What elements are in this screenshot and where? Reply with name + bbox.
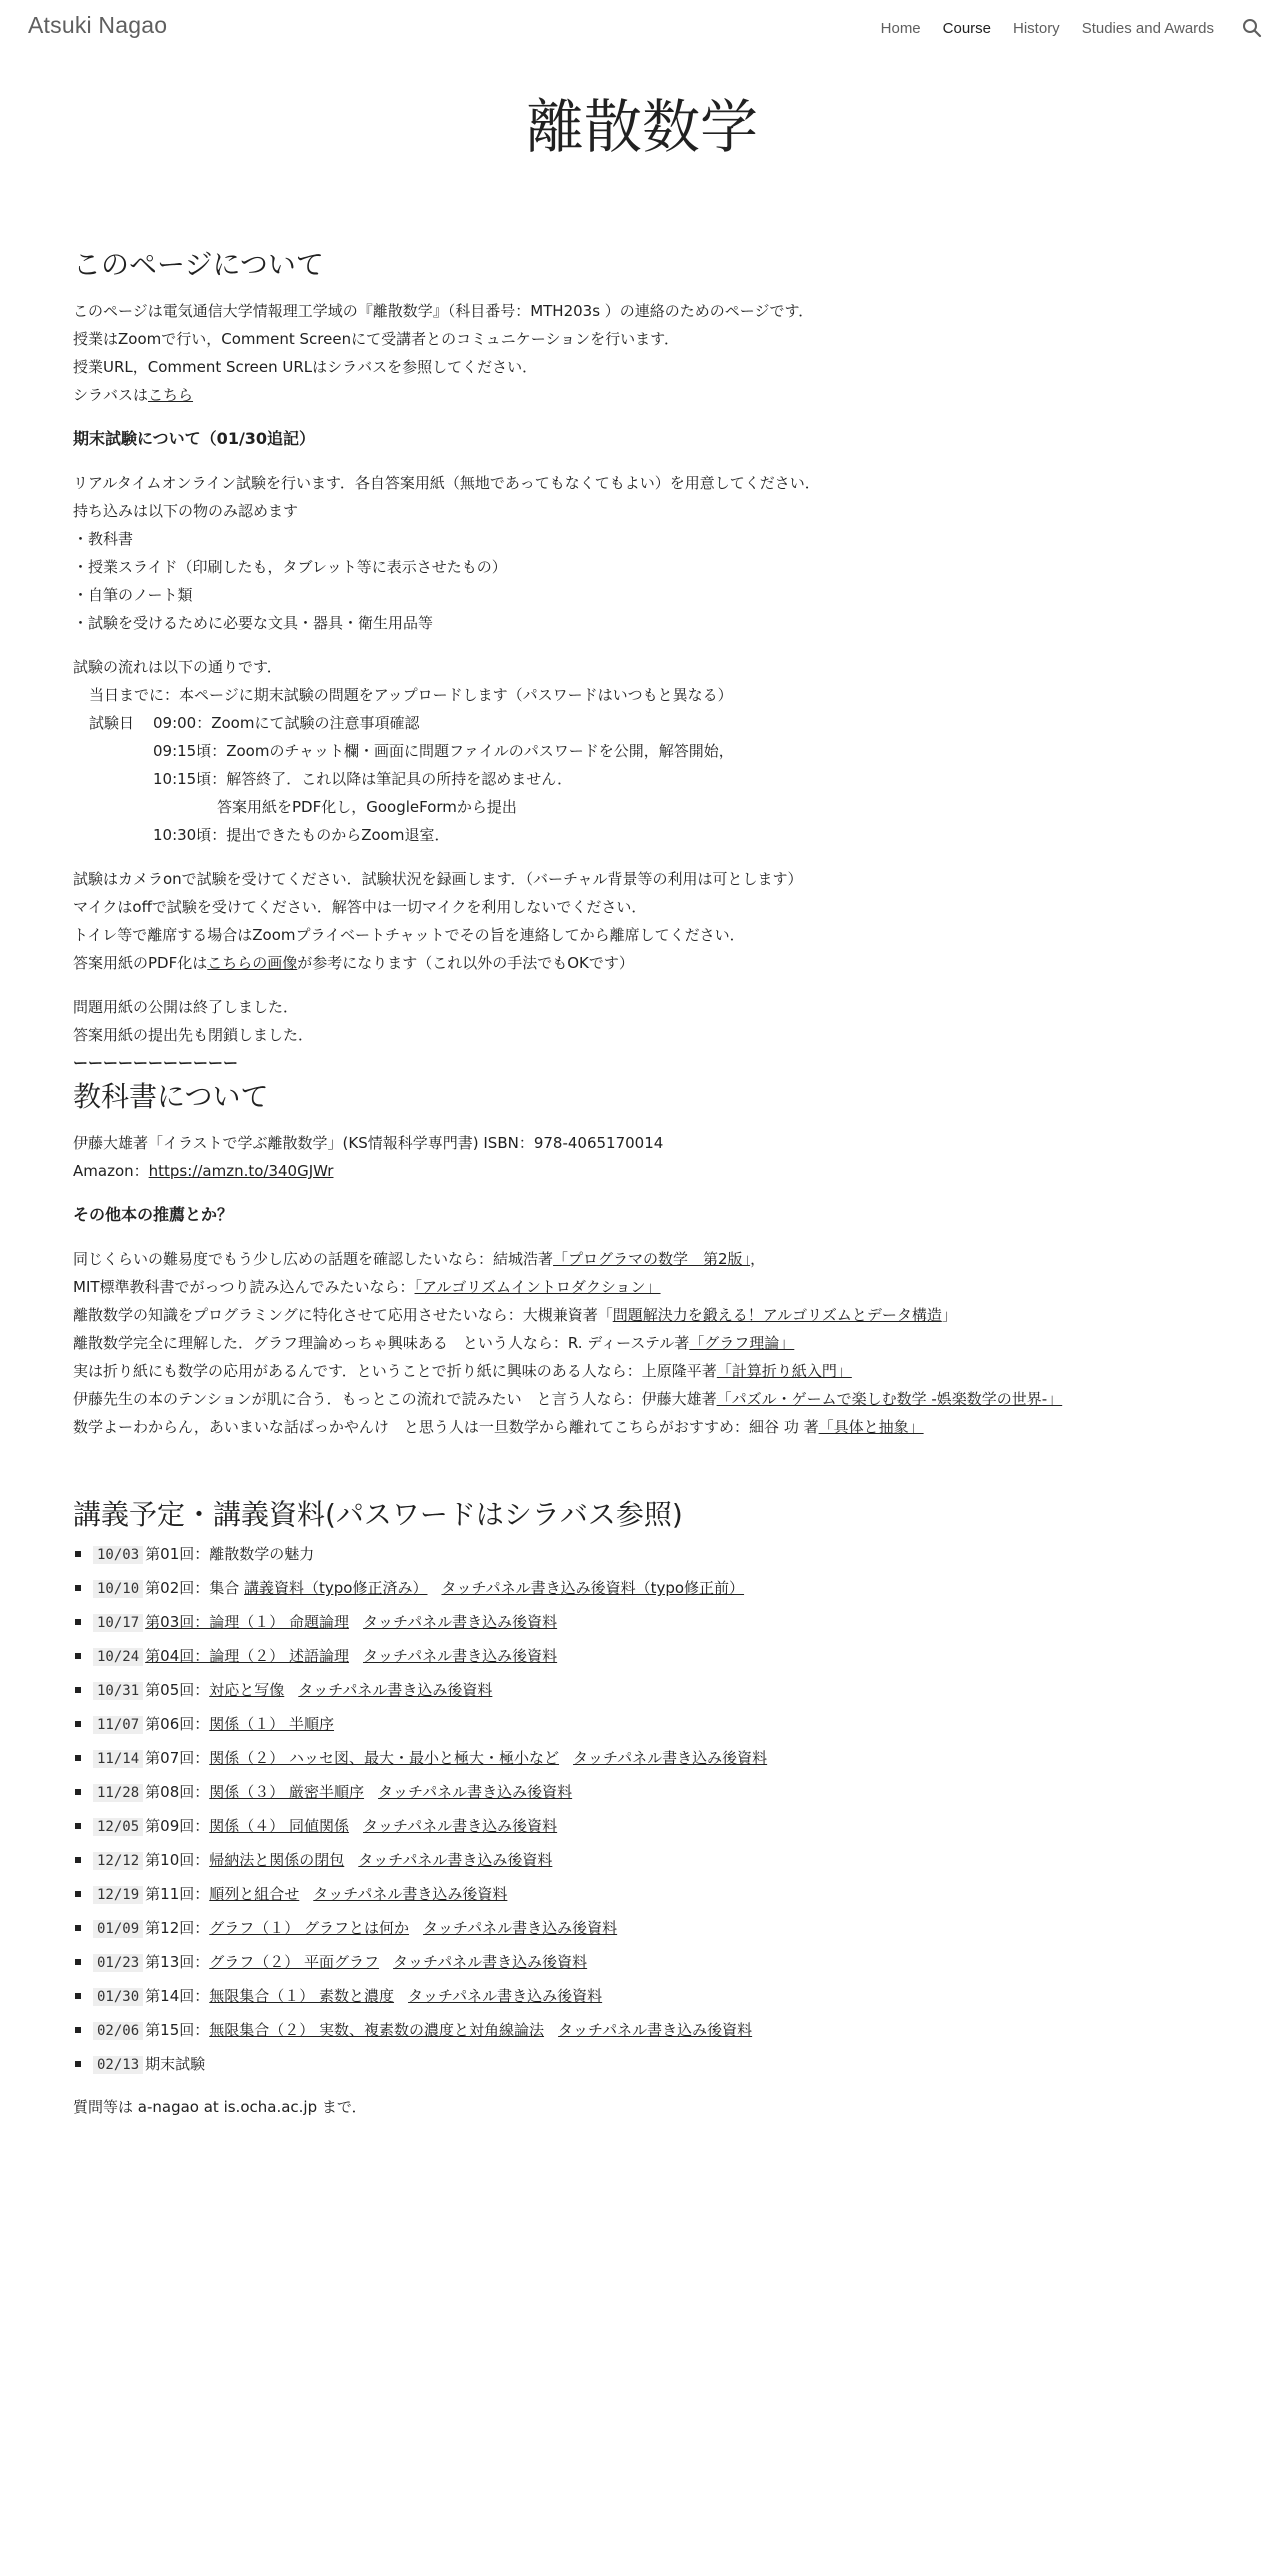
schedule-date: 10/03 xyxy=(93,1546,143,1564)
schedule-item xyxy=(73,1843,1213,1877)
nav-course[interactable]: Course xyxy=(942,19,992,37)
exam-flow-last: 10:30頃：提出できたものからZoom退室． xyxy=(153,826,450,844)
handwritten-slides-link[interactable]: タッチパネル書き込み後資料 xyxy=(363,1613,558,1631)
schedule-title: 第13回： xyxy=(145,1953,210,1971)
exam-day-label: 試験日 xyxy=(89,714,135,732)
handwritten-slides-link[interactable]: タッチパネル書き込み後資料 xyxy=(573,1749,768,1767)
lecture-material-link[interactable]: 順列と組合せ xyxy=(209,1885,300,1903)
exam-intro-line: ・自筆のノート類 xyxy=(73,586,193,604)
schedule-title: 期末試験 xyxy=(145,2055,206,2073)
lecture-material-link[interactable]: 講義資料（typo修正済み） xyxy=(244,1579,428,1597)
schedule-date: 10/24 xyxy=(93,1648,143,1666)
exam-flow-title: 試験の流れは以下の通りです． xyxy=(73,658,282,676)
schedule-item xyxy=(73,2047,1213,2081)
recommend-item xyxy=(73,1301,1213,1329)
exam-intro-line: リアルタイムオンライン試験を行います．各自答案用紙（無地であってもなくてもよい）を用意してください． xyxy=(73,474,820,492)
recommend-item xyxy=(73,1357,1213,1385)
exam-rule-line: 試験はカメラonで試験を受けてください．試験状況を録画します．（バーチャル背景等の利用は可とします） xyxy=(73,870,803,888)
schedule-date: 01/09 xyxy=(93,1920,143,1938)
schedule-title: 第15回： xyxy=(145,2021,210,2039)
schedule-date: 02/13 xyxy=(93,2056,143,2074)
schedule-item xyxy=(73,1741,1213,1775)
textbook-heading: 教科書について xyxy=(73,1080,269,1113)
exam-closed-line: 答案用紙の提出先も閉鎖しました． xyxy=(73,1026,314,1044)
lecture-material-link[interactable]: 第04回：論理（２） 述語論理 xyxy=(145,1647,350,1665)
recommend-book-link[interactable]: 「アルゴリズムイントロダクション」 xyxy=(414,1278,661,1296)
schedule-title: 第14回： xyxy=(145,1987,210,2005)
handwritten-slides-link[interactable]: タッチパネル書き込み後資料 xyxy=(298,1681,493,1699)
recommend-book-link[interactable]: 「プログラマの数学 第2版」 xyxy=(553,1250,751,1268)
exam-flow-row xyxy=(73,821,1213,849)
exam-flow-before: 当日までに：本ページに期末試験の問題をアップロードします（パスワードはいつもと異なる） xyxy=(89,686,733,704)
exam-intro-line: ・試験を受けるために必要な文具・器具・衛生用品等 xyxy=(73,614,434,632)
schedule-title: 第09回： xyxy=(145,1817,210,1835)
schedule-item xyxy=(73,1673,1213,1707)
recommend-text: 離散数学の知識をプログラミングに特化させて応用させたいなら：大槻兼資著「 xyxy=(73,1306,613,1324)
exam-flow-row xyxy=(73,737,1213,765)
recommend-book-link[interactable]: 問題解決力を鍛える！アルゴリズムとデータ構造 xyxy=(612,1306,942,1324)
exam-pdf-line xyxy=(73,949,1213,977)
schedule-date: 11/07 xyxy=(93,1716,143,1734)
schedule-item xyxy=(73,1809,1213,1843)
schedule-title: 第11回： xyxy=(145,1885,210,1903)
syllabus-line xyxy=(73,381,1213,409)
recommend-book-link[interactable]: 「グラフ理論」 xyxy=(689,1334,795,1352)
nav-history[interactable]: History xyxy=(1013,19,1060,37)
textbook-book: 伊藤大雄著「イラストで学ぶ離散数学」(KS情報科学専門書) ISBN：978-4065170014 xyxy=(73,1134,664,1152)
exam-flow-row xyxy=(73,793,1213,821)
recommend-book-link[interactable]: 「具体と抽象」 xyxy=(818,1418,924,1436)
schedule-item xyxy=(73,1911,1213,1945)
exam-flow-step: 10:15頃：解答終了．これ以降は筆記具の所持を認めません． xyxy=(153,770,573,788)
schedule-date: 12/05 xyxy=(93,1818,143,1836)
amazon-prefix: Amazon： xyxy=(73,1162,149,1180)
handwritten-slides-link[interactable]: タッチパネル書き込み後資料 xyxy=(378,1783,573,1801)
amazon-link[interactable]: https://amzn.to/340GJWr xyxy=(148,1162,334,1180)
top-nav xyxy=(881,0,1284,56)
site-title-link[interactable]: Atsuki Nagao xyxy=(28,12,168,38)
recommend-list xyxy=(73,1245,1213,1441)
schedule-list xyxy=(73,1537,1213,2081)
schedule-item xyxy=(73,1707,1213,1741)
lecture-material-link[interactable]: 関係（２） ハッセ図、最大・最小と極大・極小など xyxy=(209,1749,560,1767)
lecture-material-link[interactable]: 帰納法と関係の閉包 xyxy=(209,1851,345,1869)
schedule-item xyxy=(73,1639,1213,1673)
handwritten-slides-link[interactable]: タッチパネル書き込み後資料 xyxy=(558,2021,753,2039)
recommend-text: 離散数学完全に理解した．グラフ理論めっちゃ興味ある という人なら：R. ディーステル著 xyxy=(73,1334,690,1352)
recommend-item xyxy=(73,1245,1213,1273)
recommend-suffix: 」 xyxy=(941,1306,957,1324)
exam-intro-line: ・授業スライド（印刷したも，タブレット等に表示させたもの） xyxy=(73,558,507,576)
recommend-text: 実は折り紙にも数学の応用があるんです．ということで折り紙に興味のある人なら：上原隆平著 xyxy=(73,1362,717,1380)
about-line: 授業はZoomで行い，Comment Screenにて受講者とのコミュニケーションを行います． xyxy=(73,330,679,348)
page-title: 離散数学 xyxy=(525,93,758,161)
exam-rule-line: トイレ等で離席する場合はZoomプライベートチャットでその旨を連絡してから離席してください． xyxy=(73,926,745,944)
schedule-date: 02/06 xyxy=(93,2022,143,2040)
lecture-material-link[interactable]: 無限集合（１） 素数と濃度 xyxy=(209,1987,395,2005)
search-icon[interactable] xyxy=(1240,16,1264,40)
schedule-date: 01/30 xyxy=(93,1988,143,2006)
schedule-item xyxy=(73,1571,1213,1605)
lecture-material-link[interactable]: 関係（４） 同値関係 xyxy=(209,1817,350,1835)
schedule-item xyxy=(73,1775,1213,1809)
recommend-book-link[interactable]: 「計算折り紙入門」 xyxy=(716,1362,852,1380)
recommend-item xyxy=(73,1413,1213,1441)
syllabus-link[interactable]: こちら xyxy=(148,386,194,404)
exam-rule-line: マイクはoffで試験を受けてください．解答中は一切マイクを利用しないでください． xyxy=(73,898,647,916)
nav-home[interactable]: Home xyxy=(880,19,921,37)
schedule-title: 第12回： xyxy=(145,1919,210,1937)
handwritten-slides-link[interactable]: タッチパネル書き込み後資料 xyxy=(423,1919,618,1937)
exam-flow-step: 09:15頃：Zoomのチャット欄・画面に問題ファイルのパスワードを公開，解答開始， xyxy=(153,742,734,760)
exam-intro-line: ・教科書 xyxy=(73,530,134,548)
schedule-date: 10/17 xyxy=(93,1614,143,1632)
recommend-item xyxy=(73,1385,1213,1413)
recommend-suffix: ， xyxy=(750,1250,766,1268)
recommend-text: 同じくらいの難易度でもう少し広めの話題を確認したいなら：結城浩著 xyxy=(73,1250,554,1268)
recommend-item xyxy=(73,1273,1213,1301)
exam-intro-line: 持ち込みは以下の物のみ認めます xyxy=(73,502,299,520)
recommend-text: 伊藤先生の本のテンションが肌に合う．もっとこの流れで読みたい と言う人なら：伊藤大雄著 xyxy=(73,1390,717,1408)
schedule-title: 第08回： xyxy=(145,1783,210,1801)
schedule-item xyxy=(73,1979,1213,2013)
lecture-material-link[interactable]: 無限集合（２） 実数、複素数の濃度と対角線論法 xyxy=(209,2021,545,2039)
site-header xyxy=(0,0,1284,56)
schedule-title: 第02回：集合 xyxy=(145,1579,245,1597)
exam-flow-row xyxy=(73,765,1213,793)
about-heading: このページについて xyxy=(73,248,324,281)
contact-line: 質問等は a-nagao at is.ocha.ac.jp まで． xyxy=(73,2098,367,2116)
schedule-date: 10/10 xyxy=(93,1580,143,1598)
schedule-date: 12/19 xyxy=(93,1886,143,1904)
schedule-item xyxy=(73,1877,1213,1911)
nav-studies-and-awards[interactable]: Studies and Awards xyxy=(1081,19,1214,37)
schedule-date: 11/14 xyxy=(93,1750,143,1768)
recommend-item xyxy=(73,1329,1213,1357)
section-divider: ーーーーーーーーーーー xyxy=(73,1054,239,1072)
schedule-item xyxy=(73,1945,1213,1979)
about-line: 授業URL，Comment Screen URLはシラバスを参照してください． xyxy=(73,358,538,376)
pdf-prefix: 答案用紙のPDF化は xyxy=(73,954,208,972)
schedule-title: 第07回： xyxy=(145,1749,210,1767)
handwritten-slides-link[interactable]: タッチパネル書き込み後資料 xyxy=(408,1987,603,2005)
main-content xyxy=(73,245,1213,2121)
lecture-material-link[interactable]: 関係（１） 半順序 xyxy=(209,1715,335,1733)
schedule-date: 11/28 xyxy=(93,1784,143,1802)
recommend-text: 数学よーわからん，あいまいな話ばっかやんけ と思う人は一旦数学から離れてこちらがおすすめ：細谷 功 著 xyxy=(73,1418,819,1436)
lecture-material-link[interactable]: 第03回：論理（１） 命題論理 xyxy=(145,1613,350,1631)
handwritten-slides-link[interactable]: タッチパネル書き込み後資料 xyxy=(393,1953,588,1971)
pdf-suffix: が参考になります（これ以外の手法でもOKです） xyxy=(297,954,634,972)
lecture-material-link[interactable]: グラフ（１） グラフとは何か xyxy=(209,1919,410,1937)
syllabus-prefix: シラバスは xyxy=(73,386,149,404)
exam-flow-step: 09:00：Zoomにて試験の注意事項確認 xyxy=(153,714,420,732)
pdf-guide-link[interactable]: こちらの画像 xyxy=(207,954,298,972)
amazon-line xyxy=(73,1157,1213,1185)
schedule-item xyxy=(73,2013,1213,2047)
recommend-heading: その他本の推薦とか？ xyxy=(73,1205,234,1224)
lecture-material-link[interactable]: 対応と写像 xyxy=(209,1681,285,1699)
schedule-date: 12/12 xyxy=(93,1852,143,1870)
schedule-date: 01/23 xyxy=(93,1954,143,1972)
exam-heading: 期末試験について（01/30追記） xyxy=(73,429,316,448)
lecture-material-link[interactable]: グラフ（２） 平面グラフ xyxy=(209,1953,380,1971)
exam-flow-row xyxy=(73,709,1213,737)
handwritten-slides-link[interactable]: タッチパネル書き込み後資料（typo修正前） xyxy=(441,1579,745,1597)
exam-closed-line: 問題用紙の公開は終了しました． xyxy=(73,998,299,1016)
handwritten-slides-link[interactable]: タッチパネル書き込み後資料 xyxy=(363,1647,558,1665)
schedule-item xyxy=(73,1605,1213,1639)
schedule-date: 10/31 xyxy=(93,1682,143,1700)
schedule-title: 第10回： xyxy=(145,1851,210,1869)
exam-flow-sub: 答案用紙をPDF化し，GoogleFormから提出 xyxy=(217,798,517,816)
recommend-text: MIT標準教科書でがっつり読み込んでみたいなら： xyxy=(73,1278,415,1296)
handwritten-slides-link[interactable]: タッチパネル書き込み後資料 xyxy=(358,1851,553,1869)
schedule-title: 第01回：離散数学の魅力 xyxy=(145,1545,315,1563)
lecture-material-link[interactable]: 関係（３） 厳密半順序 xyxy=(209,1783,365,1801)
schedule-heading: 講義予定・講義資料(パスワードはシラバス参照) xyxy=(73,1498,683,1531)
handwritten-slides-link[interactable]: タッチパネル書き込み後資料 xyxy=(363,1817,558,1835)
schedule-item xyxy=(73,1537,1213,1571)
recommend-book-link[interactable]: 「パズル・ゲームで楽しむ数学 -娯楽数学の世界-」 xyxy=(716,1390,1063,1408)
handwritten-slides-link[interactable]: タッチパネル書き込み後資料 xyxy=(313,1885,508,1903)
about-line: このページは電気通信大学情報理工学域の『離散数学』（科目番号：MTH203s ）の連絡のためのページです． xyxy=(73,302,814,320)
schedule-title: 第05回： xyxy=(145,1681,210,1699)
schedule-title: 第06回： xyxy=(145,1715,210,1733)
